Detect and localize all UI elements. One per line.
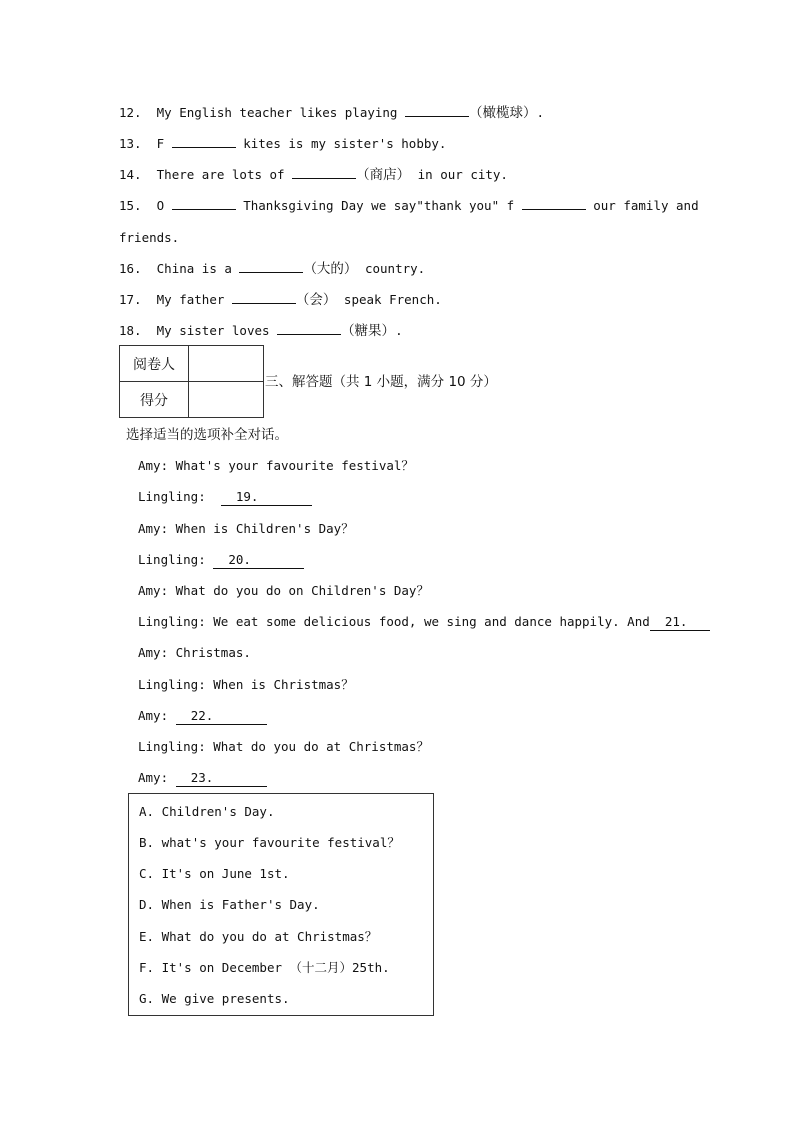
answer-blank[interactable]	[172, 196, 236, 210]
score-cell[interactable]	[189, 382, 264, 418]
speaker: Amy:	[138, 583, 169, 598]
option-letter: B.	[139, 835, 155, 850]
dialogue-text: When is Christmas？	[205, 677, 354, 692]
dialogue-line	[138, 737, 429, 757]
question-text: My father	[156, 292, 225, 307]
dialogue-text: Christmas.	[168, 645, 251, 660]
answer-blank[interactable]	[522, 196, 586, 210]
chinese-hint: （橄榄球）	[469, 105, 537, 121]
chinese-hint: （会）	[295, 292, 337, 308]
question-15-continued: friends.	[119, 230, 180, 245]
options-box	[128, 793, 434, 1016]
option-b	[139, 833, 400, 853]
question-text: O	[156, 198, 165, 213]
speaker: Amy:	[138, 645, 169, 660]
question-text-end: in our city.	[410, 167, 508, 182]
blank-number: 21.	[664, 614, 688, 629]
question-14	[119, 165, 508, 185]
question-text: China is a	[156, 261, 232, 276]
dialogue-text: What do you do at Christmas？	[205, 739, 429, 754]
answer-blank[interactable]	[232, 290, 296, 304]
option-text: It's on December （十二月）25th.	[161, 960, 390, 975]
option-letter: F.	[139, 960, 155, 975]
question-number: 18.	[119, 323, 142, 338]
speaker: Lingling:	[138, 614, 206, 629]
dialogue-text: What's your favourite festival？	[168, 458, 414, 473]
dialogue-text: We eat some delicious food, we sing and dance happily. And	[205, 614, 650, 629]
blank-number: 22.	[190, 708, 214, 723]
section-title: 三、解答题（共 1 小题，满分 10 分）	[265, 374, 497, 390]
question-text: My English teacher likes playing	[156, 105, 398, 120]
question-number: 12.	[119, 105, 142, 120]
blank-number: 20.	[228, 552, 251, 567]
score-label: 得分	[120, 382, 189, 418]
question-text-end: kites is my sister's hobby.	[243, 136, 447, 151]
dialogue-text	[206, 552, 214, 567]
option-text: What do you do at Christmas？	[161, 929, 378, 944]
speaker: Lingling:	[138, 489, 206, 504]
answer-blank[interactable]	[405, 103, 469, 117]
speaker: Amy:	[138, 708, 169, 723]
dialogue-line	[138, 675, 354, 695]
option-d	[139, 895, 320, 915]
grading-table	[119, 345, 264, 418]
question-12	[119, 103, 544, 123]
question-15	[119, 196, 699, 216]
answer-blank-21[interactable]	[650, 614, 710, 631]
answer-blank-19[interactable]	[221, 489, 312, 506]
dialogue-text	[168, 770, 176, 785]
question-13	[119, 134, 446, 154]
question-text: My sister loves	[156, 323, 270, 338]
option-letter: G.	[139, 991, 155, 1006]
option-text: It's on June 1st.	[161, 866, 290, 881]
option-letter: E.	[139, 929, 155, 944]
question-number: 15.	[119, 198, 142, 213]
question-17	[119, 290, 442, 310]
question-16	[119, 259, 425, 279]
speaker: Amy:	[138, 458, 169, 473]
speaker: Lingling:	[138, 677, 206, 692]
speaker: Lingling:	[138, 739, 206, 754]
dialogue-text: When is Children's Day？	[168, 521, 354, 536]
dialogue-line	[138, 519, 354, 539]
reviewer-cell[interactable]	[189, 346, 264, 382]
dialogue-line	[138, 487, 312, 507]
question-text-end: .	[395, 323, 403, 338]
option-text: Children's Day.	[161, 804, 275, 819]
speaker: Amy:	[138, 521, 169, 536]
question-text: F	[156, 136, 165, 151]
blank-number: 19.	[235, 489, 259, 504]
blank-number: 23.	[190, 770, 214, 785]
chinese-hint: （大的）	[303, 261, 358, 277]
answer-blank-20[interactable]	[213, 552, 304, 569]
dialogue-line	[138, 706, 267, 726]
dialogue-text	[206, 489, 221, 504]
option-letter: D.	[139, 897, 155, 912]
dialogue-text	[168, 708, 176, 723]
answer-blank[interactable]	[292, 165, 356, 179]
option-text: We give presents.	[161, 991, 290, 1006]
reviewer-label: 阅卷人	[120, 346, 189, 382]
answer-blank[interactable]	[172, 134, 236, 148]
dialogue-line	[138, 581, 429, 601]
question-text-end: speak French.	[336, 292, 442, 307]
speaker: Lingling:	[138, 552, 206, 567]
option-letter: C.	[139, 866, 155, 881]
chinese-hint: （糖果）	[341, 323, 396, 339]
option-f	[139, 958, 390, 978]
option-text: what's your favourite festival？	[161, 835, 400, 850]
answer-blank[interactable]	[239, 259, 303, 273]
option-letter: A.	[139, 804, 155, 819]
question-number: 17.	[119, 292, 142, 307]
dialogue-text: What do you do on Children's Day？	[168, 583, 429, 598]
dialogue-line	[138, 456, 414, 476]
question-text-end: our family and	[593, 198, 699, 213]
dialogue-line	[138, 612, 710, 632]
answer-blank[interactable]	[277, 321, 341, 335]
option-e	[139, 927, 377, 947]
speaker: Amy:	[138, 770, 169, 785]
option-c	[139, 864, 290, 884]
option-a	[139, 802, 274, 822]
question-number: 14.	[119, 167, 142, 182]
question-text-end: .	[536, 105, 545, 120]
option-text: When is Father's Day.	[161, 897, 320, 912]
question-number: 13.	[119, 136, 142, 151]
answer-blank-22[interactable]	[176, 708, 267, 725]
instruction: 选择适当的选项补全对话。	[126, 427, 288, 443]
answer-blank-23[interactable]	[176, 770, 267, 787]
question-text-mid: Thanksgiving Day we say"thank you" f	[243, 198, 515, 213]
dialogue-line	[138, 768, 267, 788]
dialogue-line	[138, 643, 251, 663]
chinese-hint: （商店）	[356, 167, 411, 183]
question-text-end: country.	[357, 261, 426, 276]
dialogue-line	[138, 550, 304, 570]
question-number: 16.	[119, 261, 142, 276]
question-text: There are lots of	[156, 167, 285, 182]
option-g	[139, 989, 290, 1009]
question-18	[119, 321, 403, 341]
